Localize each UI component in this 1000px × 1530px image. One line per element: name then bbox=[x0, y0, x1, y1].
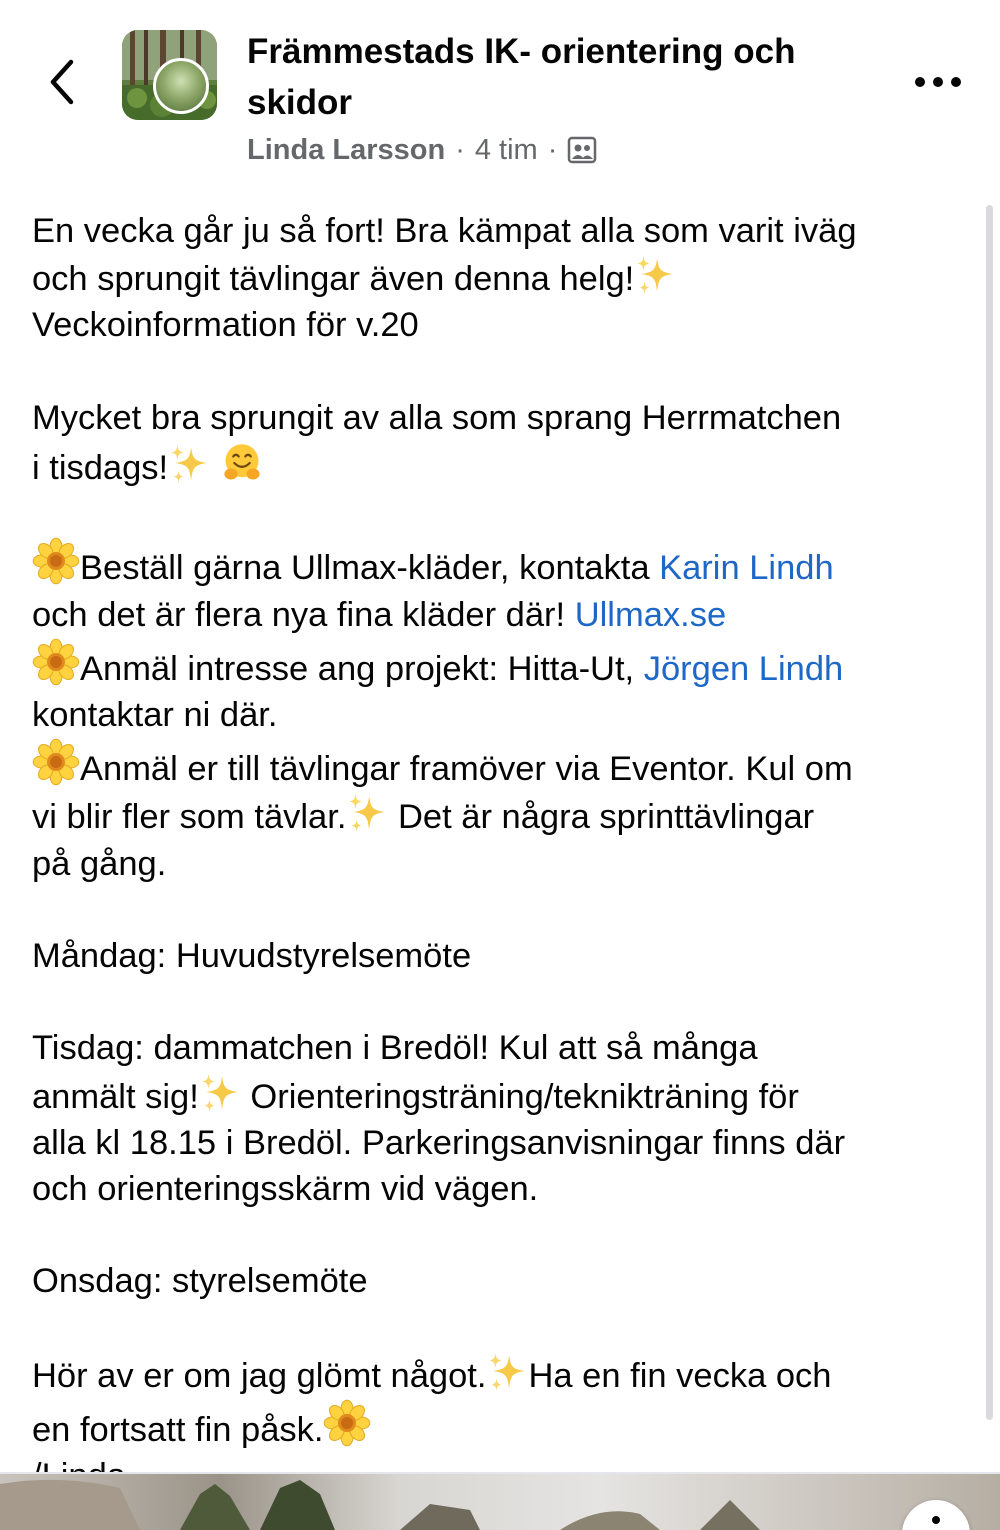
more-vertical-icon bbox=[931, 1514, 941, 1530]
group-audience-icon bbox=[567, 135, 597, 165]
post-line: en fortsatt fin påsk. bbox=[32, 1399, 977, 1453]
chevron-left-icon bbox=[47, 58, 77, 106]
photo-scenery bbox=[0, 1474, 1000, 1530]
scrollbar[interactable] bbox=[986, 205, 993, 1420]
post-meta bbox=[247, 128, 597, 172]
post-time[interactable]: 4 tim bbox=[474, 133, 538, 166]
post-line: Hör av er om jag glömt något. Ha en fin vecka och bbox=[32, 1351, 977, 1399]
post-body bbox=[32, 208, 977, 1499]
post-line: Anmäl intresse ang projekt: Hitta-Ut, Jörgen Lindh bbox=[32, 638, 977, 692]
group-avatar[interactable] bbox=[122, 30, 217, 120]
post-line: anmält sig! Orienteringsträning/teknikträning för bbox=[32, 1072, 977, 1120]
meta-separator-2: · bbox=[547, 133, 558, 166]
more-options-button[interactable] bbox=[908, 64, 968, 100]
post-line: Tisdag: dammatchen i Bredöl! Kul att så många bbox=[32, 1029, 758, 1068]
post-line: alla kl 18.15 i Bredöl. Parkeringsanvisningar finns där bbox=[32, 1123, 846, 1162]
member-photo bbox=[153, 58, 209, 114]
blossom-emoji-icon bbox=[32, 537, 80, 585]
sparkles-emoji-icon bbox=[634, 254, 676, 296]
hugging-face-emoji-icon bbox=[220, 441, 264, 485]
more-horizontal-icon bbox=[913, 76, 963, 88]
blossom-emoji-icon bbox=[32, 738, 80, 786]
post-line: En vecka går ju så fort! Bra kämpat alla som varit iväg bbox=[32, 212, 857, 250]
post-line: på gång. bbox=[32, 844, 167, 883]
post-line: och orienteringsskärm vid vägen. bbox=[32, 1170, 539, 1208]
author-name[interactable]: Linda Larsson bbox=[247, 133, 446, 166]
meta-separator: · bbox=[455, 133, 465, 166]
post-line: kontaktar ni där. bbox=[32, 696, 278, 734]
mention-jorgen-lindh[interactable]: Jörgen Lindh bbox=[643, 649, 844, 688]
group-title[interactable]: Främmestads IK- orientering och skidor bbox=[247, 32, 796, 122]
post-photo[interactable] bbox=[0, 1474, 1000, 1530]
mention-karin-lindh[interactable]: Karin Lindh bbox=[659, 549, 834, 588]
link-ullmax[interactable]: Ullmax.se bbox=[574, 595, 727, 634]
sparkles-emoji-icon bbox=[346, 792, 388, 834]
post-line: Onsdag: styrelsemöte bbox=[32, 1262, 368, 1301]
post-line: Måndag: Huvudstyrelsemöte bbox=[32, 937, 472, 975]
sparkles-emoji-icon bbox=[486, 1351, 528, 1393]
sparkles-emoji-icon bbox=[199, 1072, 241, 1114]
blossom-emoji-icon bbox=[323, 1399, 371, 1447]
back-button[interactable] bbox=[38, 52, 86, 112]
sparkles-emoji-icon bbox=[168, 443, 210, 485]
post-line: och sprungit tävlingar även denna helg! bbox=[32, 254, 977, 302]
post-line: Mycket bra sprungit av alla som sprang Herrmatchen bbox=[32, 398, 842, 437]
post-line: vi blir fler som tävlar. Det är några sprinttävlingar bbox=[32, 792, 977, 840]
post-line: Veckoinformation för v.20 bbox=[32, 306, 419, 345]
post-line: Beställ gärna Ullmax-kläder, kontakta Karin Lindh bbox=[32, 537, 977, 591]
post-line: Anmäl er till tävlingar framöver via Eventor. Kul om bbox=[32, 738, 977, 792]
post-line: och det är flera nya fina kläder där! Ullmax.se bbox=[32, 595, 727, 634]
blossom-emoji-icon bbox=[32, 638, 80, 686]
post-line: i tisdags! bbox=[32, 441, 977, 491]
